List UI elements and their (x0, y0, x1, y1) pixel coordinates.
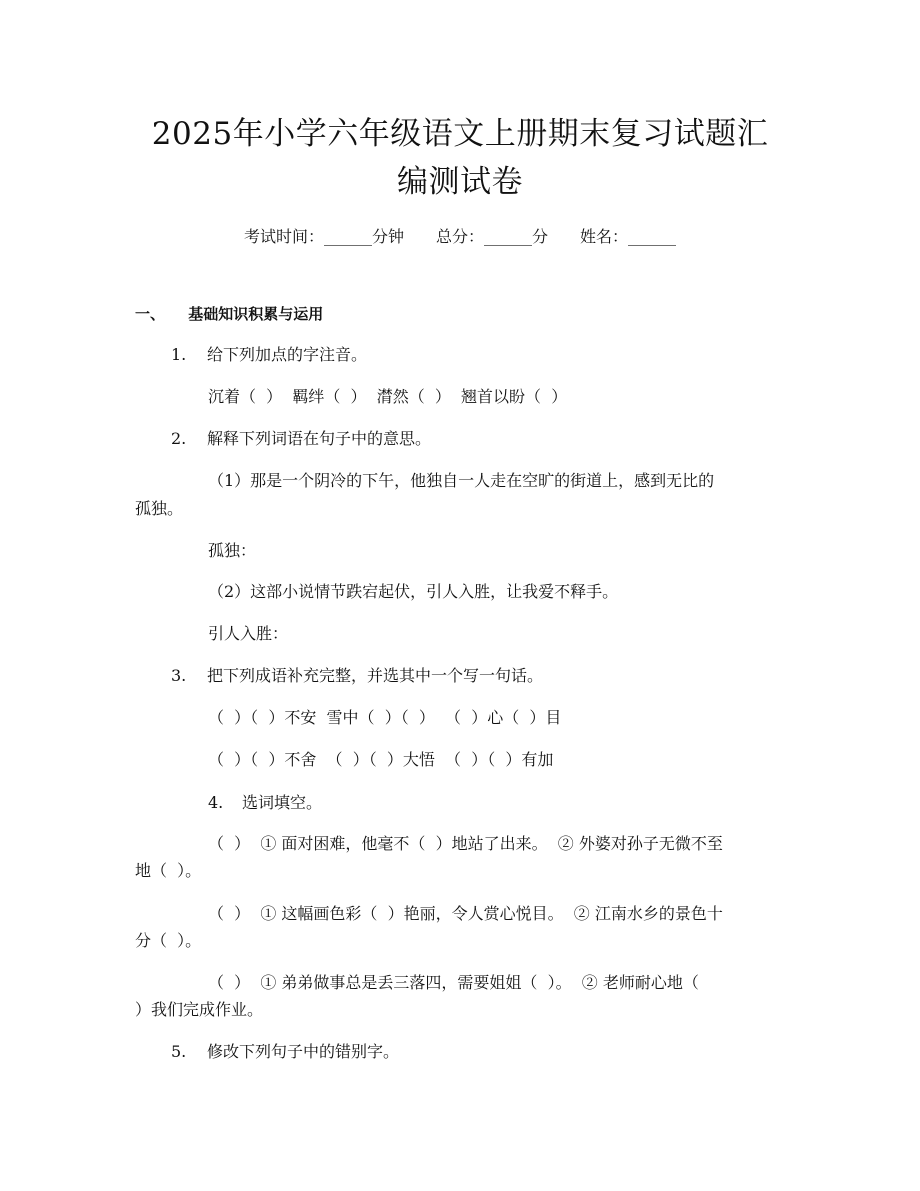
question-number: 3. (171, 666, 187, 685)
section-number: 一、 (135, 305, 166, 323)
fill-item-b-cont: 分（ ）。 (135, 931, 202, 950)
question-5 (171, 1041, 399, 1063)
question-2-answer-1: 孤独： (208, 541, 257, 560)
fill-item-c-cont: ）我们完成作业。 (135, 1000, 264, 1019)
question-text: 修改下列句子中的错别字。 (207, 1042, 400, 1061)
question-2 (171, 428, 431, 450)
question-4 (208, 792, 322, 814)
question-2-sentence-1: （1）那是一个阴冷的下午，他独自一人走在空旷的街道上，感到无比的 (208, 471, 715, 490)
question-1-items: 沉着（ ） 羁绊（ ） 潸然（ ） 翘首以盼（ ） (208, 387, 568, 406)
fill-item-c: （ ） ① 弟弟做事总是丢三落四，需要姐姐（ ）。 ② 老师耐心地（ (208, 973, 699, 992)
exam-info (0, 224, 920, 247)
question-2-sentence-2: （2）这部小说情节跌宕起伏，引人入胜，让我爱不释手。 (208, 582, 619, 601)
question-text: 把下列成语补充完整，并选其中一个写一句话。 (207, 666, 544, 685)
question-number: 5. (171, 1042, 187, 1061)
question-number: 4. (208, 793, 224, 812)
question-1 (171, 344, 367, 366)
question-text: 给下列加点的字注音。 (207, 345, 368, 364)
student-name-field: 姓名：______ (580, 227, 677, 246)
fill-item-b: （ ） ① 这幅画色彩（ ）艳丽，令人赏心悦目。 ② 江南水乡的景色十 (208, 904, 723, 923)
exam-time-field: 考试时间：______分钟 (243, 227, 404, 246)
question-number: 2. (171, 429, 187, 448)
page-title-line1: 2025年小学六年级语文上册期末复习试题汇 (151, 116, 769, 152)
question-3 (171, 665, 543, 687)
idiom-row-2: （ ）（ ）不舍 （ ）（ ）大悟 （ ）（ ）有加 (208, 750, 554, 769)
fill-item-a: （ ） ① 面对困难，他毫不（ ）地站了出来。 ② 外婆对孙子无微不至 (208, 834, 723, 853)
idiom-row-1: （ ）（ ）不安 雪中（ ）（ ） （ ）心（ ）目 (208, 708, 562, 727)
page-title-line2: 编测试卷 (397, 164, 523, 200)
section-heading (135, 303, 323, 325)
question-text: 选词填空。 (242, 793, 323, 812)
question-2-answer-2: 引人入胜： (208, 624, 289, 643)
fill-item-a-cont: 地（ ）。 (135, 861, 202, 880)
total-score-field: 总分：______分 (435, 227, 548, 246)
section-title: 基础知识积累与运用 (188, 305, 324, 323)
question-number: 1. (171, 345, 187, 364)
question-text: 解释下列词语在句子中的意思。 (207, 429, 432, 448)
question-2-sentence-1-cont: 孤独。 (135, 499, 184, 518)
